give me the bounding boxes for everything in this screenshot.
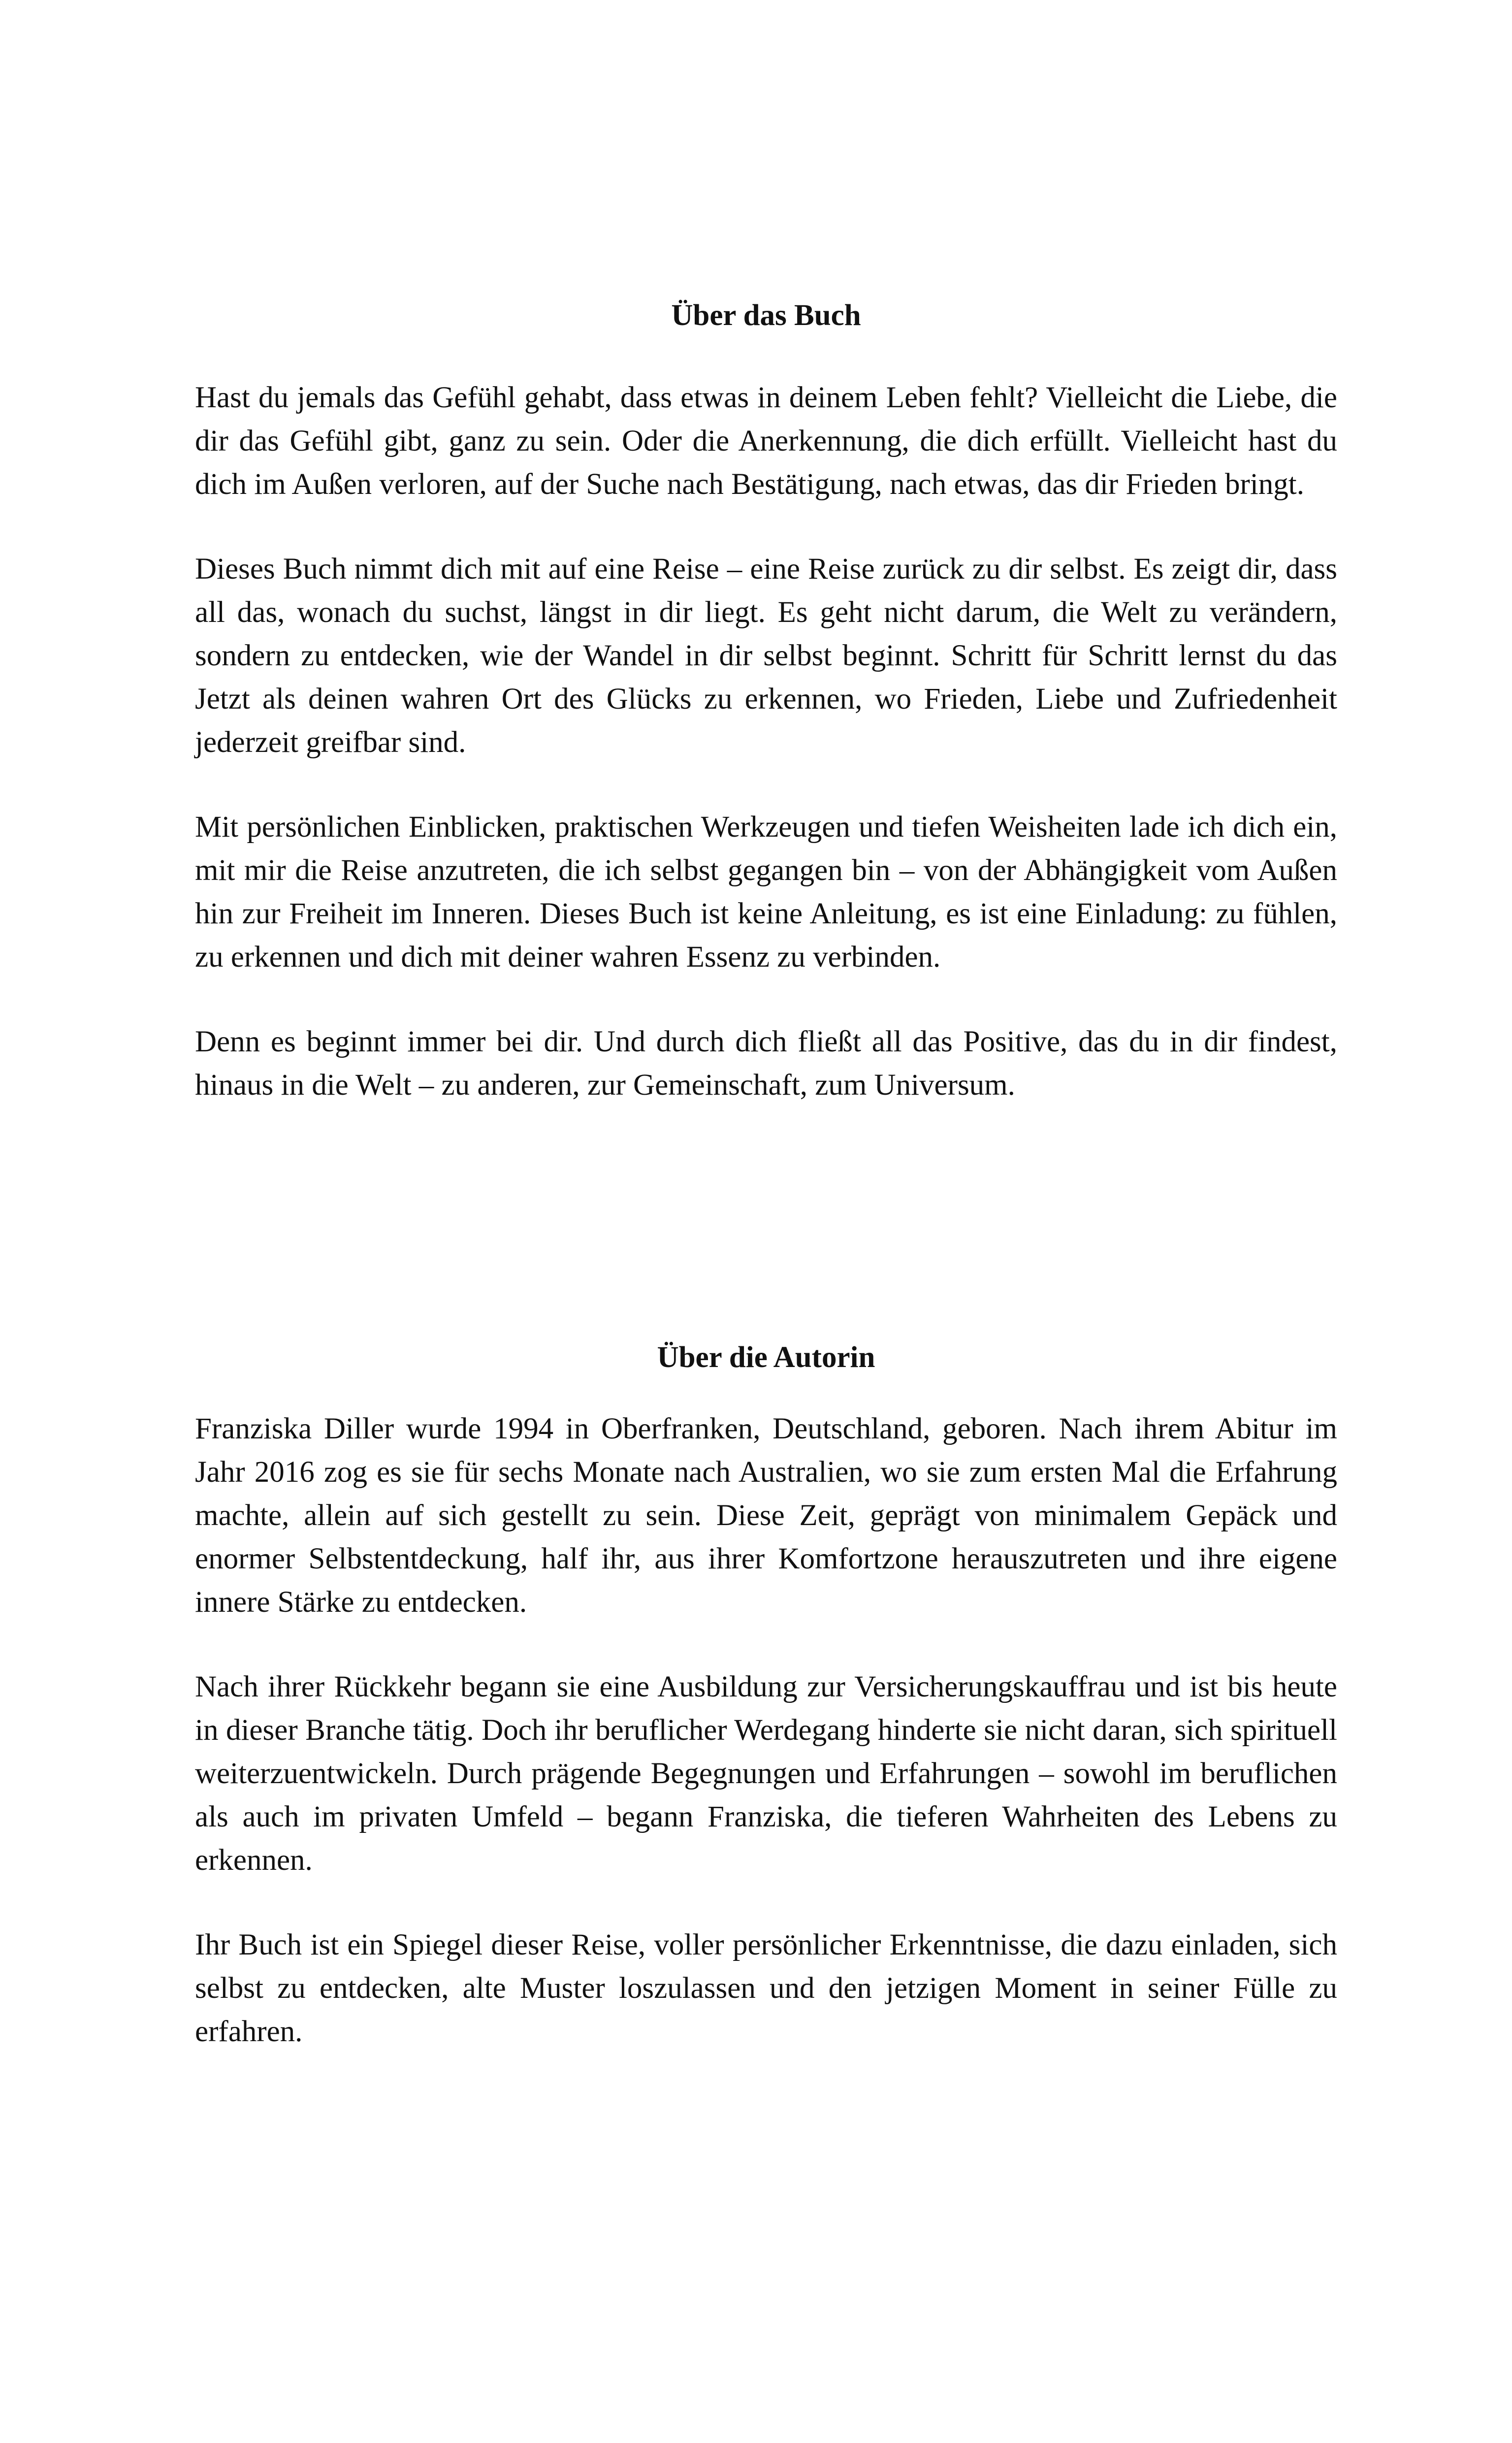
author-paragraph-1: Franziska Diller wurde 1994 in Oberfranken, Deutschland, geboren. Nach ihrem Abitur im Jahr 2016 zog es sie für sechs Monate nach Australien, wo sie zum ersten Mal die Erfahrung machte, allein auf sich gestellt zu sein. Diese Zeit, geprägt von minimalem Gepäck und enormer Selbstentdeckung, half ihr, aus ihrer Komfortzone herauszutreten und ihre eigene innere Stärke zu entdecken. bbox=[195, 1412, 1337, 1619]
about-the-book-section bbox=[195, 293, 1337, 1107]
about-the-author-section bbox=[195, 1336, 1337, 2053]
author-paragraph-2: Nach ihrer Rückkehr begann sie eine Ausbildung zur Versicherungskauffrau und ist bis heute in dieser Branche tätig. Doch ihr beruflicher Werdegang hinderte sie nicht daran, sich spirituell weiterzuentwickeln. Durch prägende Begegnungen und Erfahrungen – sowohl im beruflichen als auch im privaten Umfeld – begann Franziska, die tieferen Wahrheiten des Lebens zu erkennen. bbox=[195, 1670, 1337, 1877]
book-paragraph-1: Hast du jemals das Gefühl gehabt, dass etwas in deinem Leben fehlt? Vielleicht die Liebe, die dir das Gefühl gibt, ganz zu sein. Oder die Anerkennung, die dich erfüllt. Vielleicht hast du dich im Außen verloren, auf der Suche nach Bestätigung, nach etwas, das dir Frieden bringt. bbox=[195, 381, 1337, 501]
book-paragraph-2: Dieses Buch nimmt dich mit auf eine Reise – eine Reise zurück zu dir selbst. Es zeigt dir, dass all das, wonach du suchst, längst in dir liegt. Es geht nicht darum, die Welt zu verändern, sondern zu entdecken, wie der Wandel in dir selbst beginnt. Schritt für Schritt lernst du das Jetzt als deinen wahren Ort des Glücks zu erkennen, wo Frieden, Liebe und Zufriedenheit jederzeit greifbar sind. bbox=[195, 553, 1337, 759]
about-the-author-heading: Über die Autorin bbox=[657, 1341, 875, 1374]
book-paragraph-3: Mit persönlichen Einblicken, praktischen Werkzeugen und tiefen Weisheiten lade ich dich ein, mit mir die Reise anzutreten, die ich selbst gegangen bin – von der Abhängigkeit vom Außen hin zur Freiheit im Inneren. Dieses Buch ist keine Anleitung, es ist eine Einladung: zu fühlen, zu erkennen und dich mit deiner wahren Essenz zu verbinden. bbox=[195, 811, 1337, 974]
book-paragraph-4: Denn es beginnt immer bei dir. Und durch dich fließt all das Positive, das du in dir findest, hinaus in die Welt – zu anderen, zur Gemeinschaft, zum Universum. bbox=[195, 1025, 1337, 1102]
author-paragraph-3: Ihr Buch ist ein Spiegel dieser Reise, voller persönlicher Erkenntnisse, die dazu einladen, sich selbst zu entdecken, alte Muster loszulassen und den jetzigen Moment in seiner Fülle zu erfahren. bbox=[195, 1928, 1337, 2048]
about-the-book-heading: Über das Buch bbox=[671, 299, 861, 332]
